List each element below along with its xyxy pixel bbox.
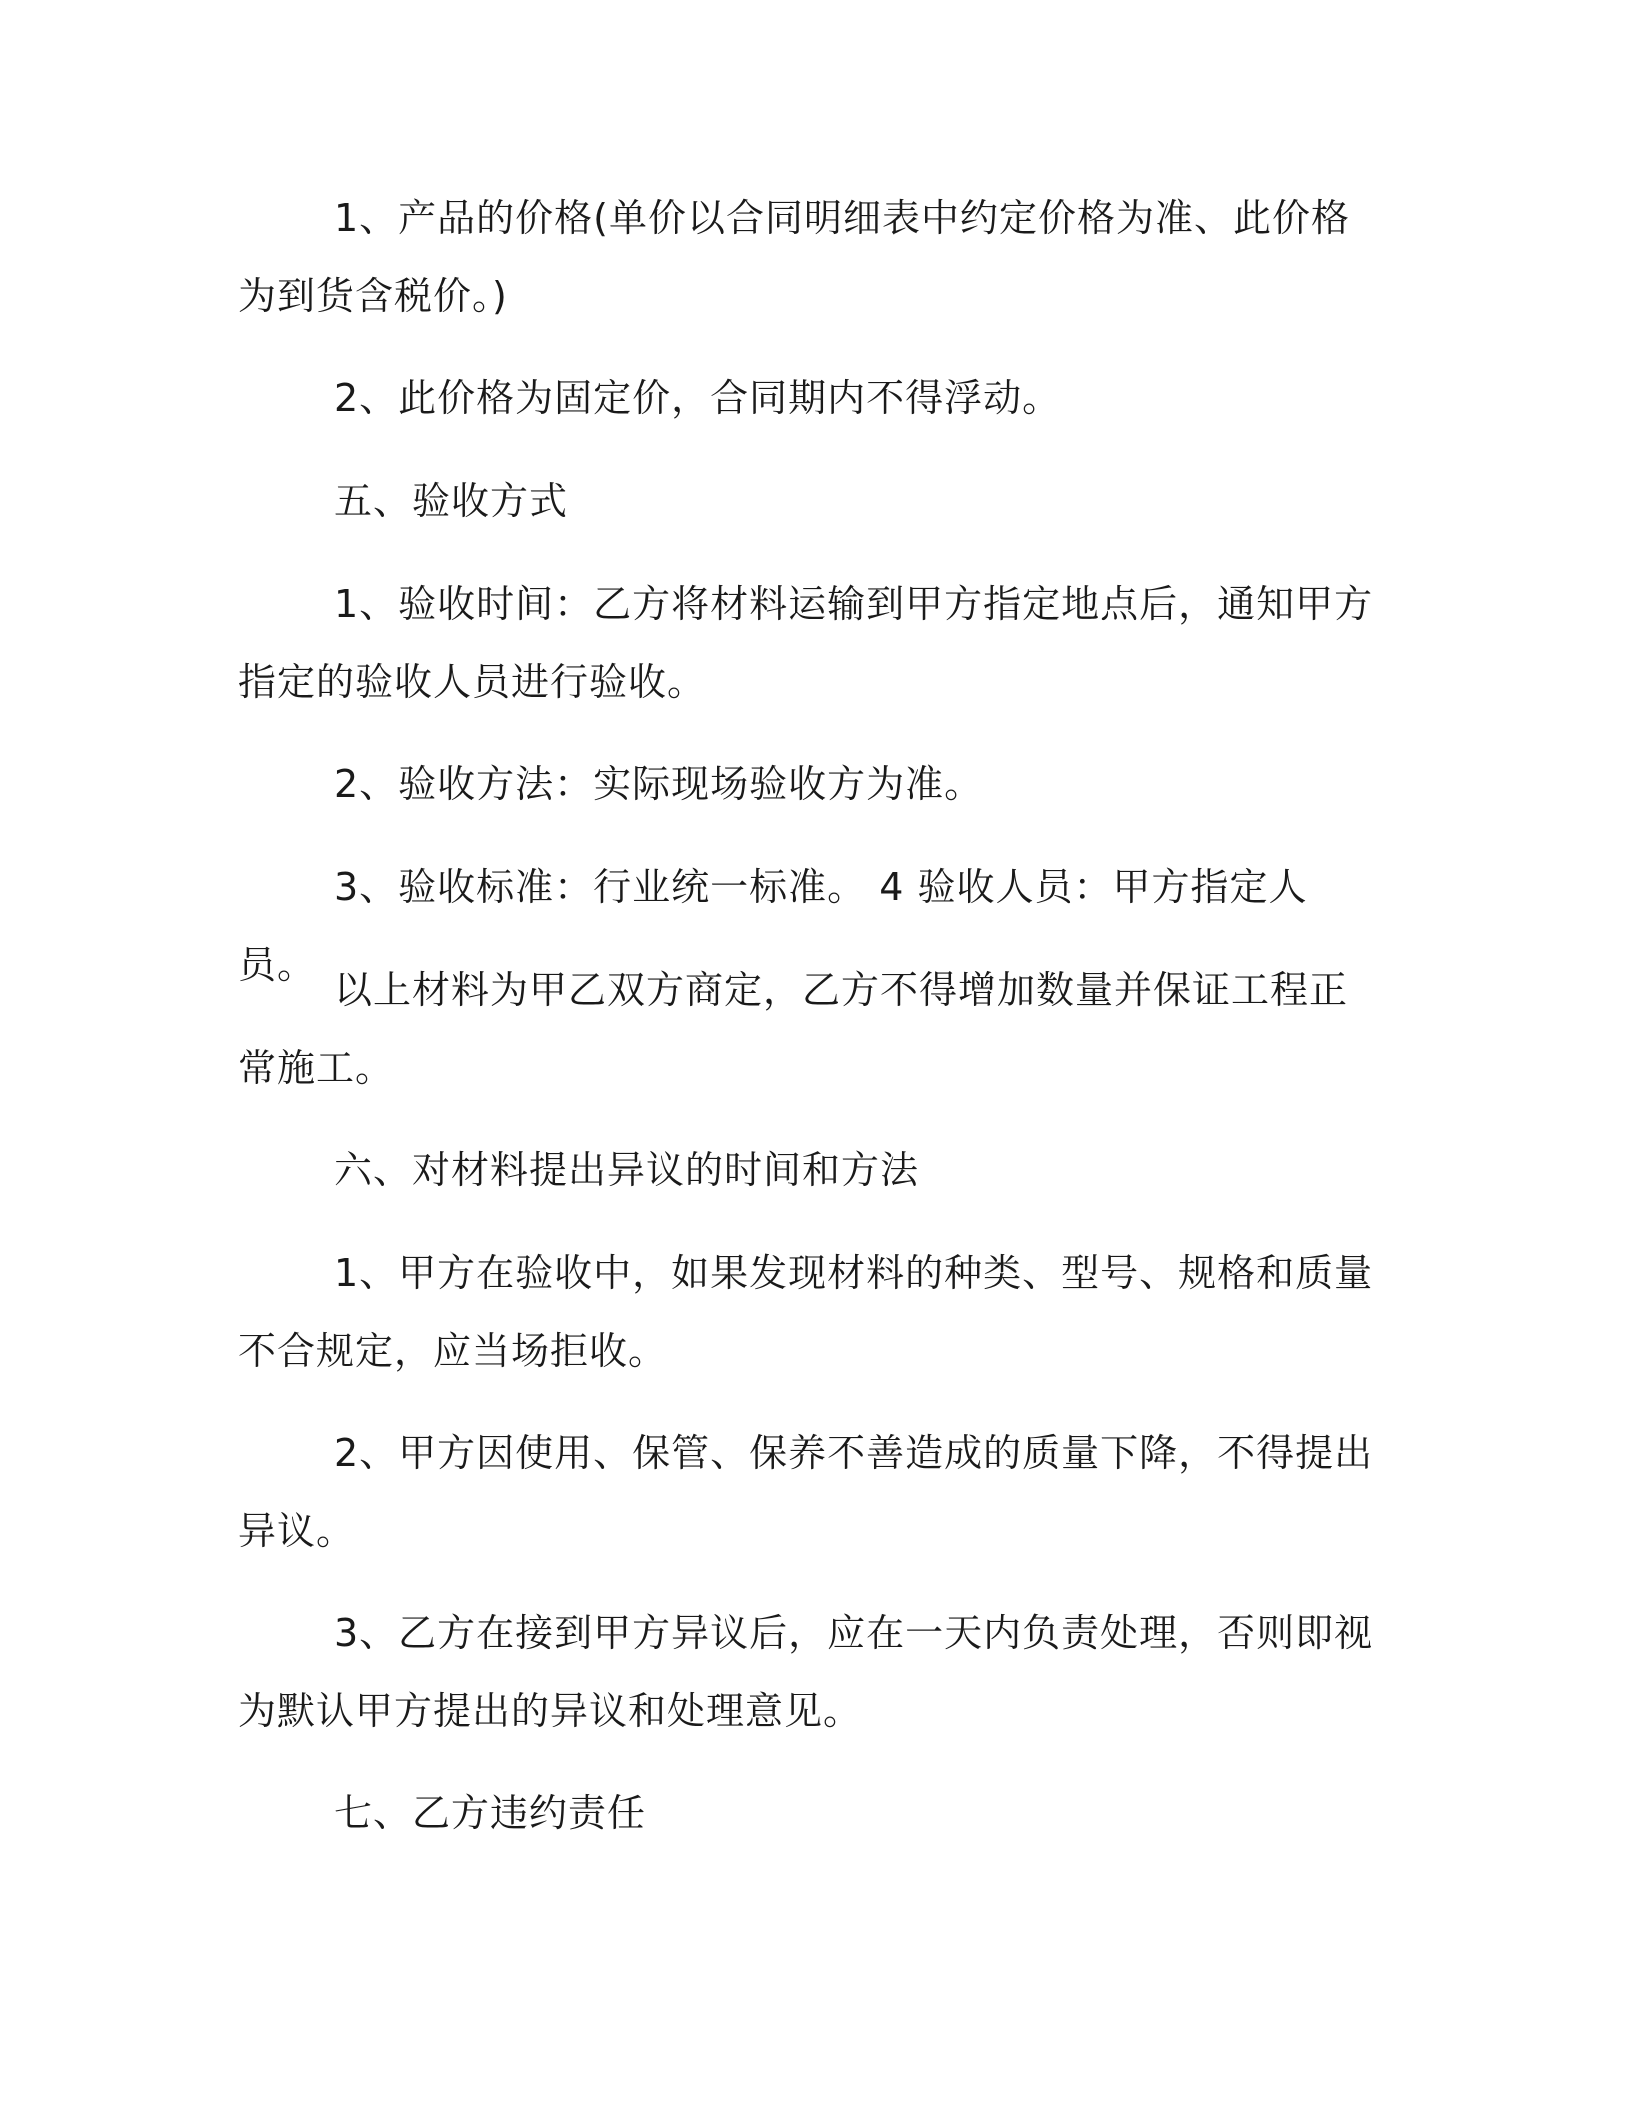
paragraph-price-fixed: 2、此价格为固定价，合同期内不得浮动。 <box>334 376 1062 420</box>
paragraph-objection-misuse: 2、甲方因使用、保管、保养不善造成的质量下降，不得提出异议。 <box>238 1431 1374 1553</box>
paragraph-acceptance-time: 1、验收时间：乙方将材料运输到甲方指定地点后，通知甲方指定的验收人员进行验收。 <box>238 582 1374 704</box>
paragraph-price-unit: 1、产品的价格(单价以合同明细表中约定价格为准、此价格为到货含税价。) <box>238 196 1351 318</box>
section-heading-breach: 七、乙方违约责任 <box>334 1791 647 1835</box>
paragraph-objection-rejection: 1、甲方在验收中，如果发现材料的种类、型号、规格和质量不合规定，应当场拒收。 <box>238 1251 1374 1373</box>
paragraph-objection-handling: 3、乙方在接到甲方异议后，应在一天内负责处理，否则即视为默认甲方提出的异议和处理意见。 <box>238 1611 1374 1733</box>
section-heading-objection: 六、对材料提出异议的时间和方法 <box>334 1148 920 1192</box>
paragraph-acceptance-method: 2、验收方法：实际现场验收方为准。 <box>334 762 984 806</box>
section-heading-acceptance: 五、验收方式 <box>334 479 569 523</box>
paragraph-materials-agreed: 以上材料为甲乙双方商定，乙方不得增加数量并保证工程正常施工。 <box>238 968 1349 1090</box>
paragraph-acceptance-standard: 3、验收标准：行业统一标准。 4 验收人员：甲方指定人员。 <box>238 865 1308 987</box>
